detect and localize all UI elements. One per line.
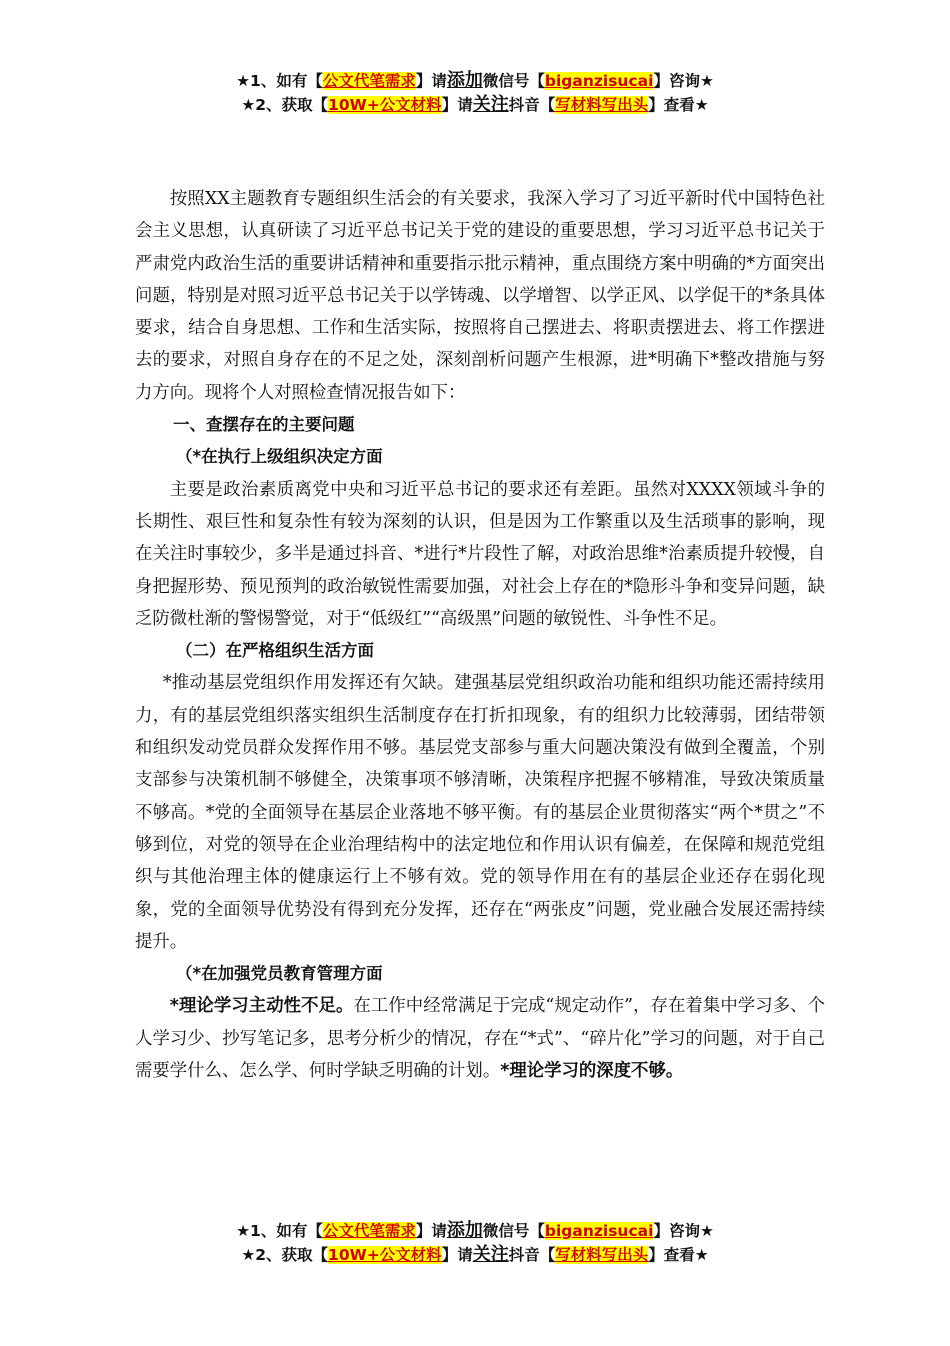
promo-highlight-douyin: 写材料写出头 (555, 1246, 649, 1264)
paragraph-1: 主要是政治素质离党中央和习近平总书记的要求还有差距。虽然对XXXX领域斗争的长期性、艰巨性和复杂性有较为深刻的认识，但是因为工作繁重以及生活琐事的影响，现在关注时事较少，多半是通过抖音、*进行*片段性了解，对政治思维*治素质提升较慢，自身把握形势、预见预判的政治敏锐性需要加强，对社会上存在的*隐形斗争和变异问题，缺乏防微杜渐的警惕警觉，对于“低级红”“高级黑”问题的敏锐性、斗争性不足。 (135, 479, 825, 629)
section-heading-1: 一、查摆存在的主要问题 (173, 415, 355, 435)
header-promo-banner (0, 69, 950, 117)
intro-paragraph: 按照XX主题教育专题组织生活会的有关要求，我深入学习了习近平新时代中国特色社会主义思想，认真研读了习近平总书记关于党的建设的重要思想，学习习近平总书记关于严肃党内政治生活的重要讲话精神和重要指示批示精神，重点围绕方案中明确的*方面突出问题，特别是对照习近平总书记关于以学铸魂、以学增智、以学正风、以学促干的*条具体要求，结合自身思想、工作和生活实际，按照将自己摆进去、将职责摆进去、将工作摆进去的要求，对照自身存在的不足之处，深刻剖析问题产生根源，进*明确下*整改措施与努力方向。现将个人对照检查情况报告如下： (135, 189, 825, 403)
promo-highlight-wechat-id: biganzisucai (544, 72, 654, 90)
promo-highlight-service: 公文代笔需求 (322, 1222, 416, 1240)
paragraph-3-lead: *理论学习主动性不足。 (169, 996, 354, 1017)
subsection-heading-1: （*在执行上级组织决定方面 (176, 447, 383, 467)
promo-highlight-douyin: 写材料写出头 (555, 96, 649, 114)
promo-highlight-service: 公文代笔需求 (322, 72, 416, 90)
promo-highlight-materials: 10W+公文材料 (328, 1246, 442, 1264)
promo-line-1: ★1、如有【公文代笔需求】请添加微信号【biganzisucai】咨询★ (236, 70, 714, 91)
subsection-heading-2: （二）在严格组织生活方面 (176, 641, 374, 661)
paragraph-3-lead-2: *理论学习的深度不够。 (500, 1061, 684, 1082)
paragraph-3: *理论学习主动性不足。在工作中经常满足于完成“规定动作”，存在着集中学习多、个人学习少、抄写笔记多，思考分析少的情况，存在“*式”、“碎片化”学习的问题，对于自己需要学什么、怎么学、何时学缺乏明确的计划。*理论学习的深度不够。 (135, 996, 825, 1082)
promo-line-2: ★2、获取【10W+公文材料】请关注抖音【写材料写出头】查看★ (241, 94, 709, 115)
paragraph-2: *推动基层党组织作用发挥还有欠缺。建强基层党组织政治功能和组织功能还需持续用力，有的基层党组织落实组织生活制度存在打折扣现象，有的组织力比较薄弱，团结带领和组织发动党员群众发挥作用不够。基层党支部参与重大问题决策没有做到全覆盖，个别支部参与决策机制不够健全，决策事项不够清晰，决策程序把握不够精准，导致决策质量不够高。*党的全面领导在基层企业落地不够平衡。有的基层企业贯彻落实“两个*贯之”不够到位，对党的领导在企业治理结构中的法定地位和作用认识有偏差，在保障和规范党组织与其他治理主体的健康运行上不够有效。党的领导作用在有的基层企业还存在弱化现象，党的全面领导优势没有得到充分发挥，还存在“两张皮”问题，党业融合发展还需持续提升。 (135, 673, 825, 952)
document-body (135, 183, 825, 1087)
promo-line-1: ★1、如有【公文代笔需求】请添加微信号【biganzisucai】咨询★ (236, 1220, 714, 1241)
footer-promo-banner (0, 1219, 950, 1267)
subsection-heading-3: （*在加强党员教育管理方面 (176, 964, 383, 984)
promo-highlight-wechat-id: biganzisucai (544, 1222, 654, 1240)
promo-line-2: ★2、获取【10W+公文材料】请关注抖音【写材料写出头】查看★ (241, 1244, 709, 1265)
promo-highlight-materials: 10W+公文材料 (328, 96, 442, 114)
